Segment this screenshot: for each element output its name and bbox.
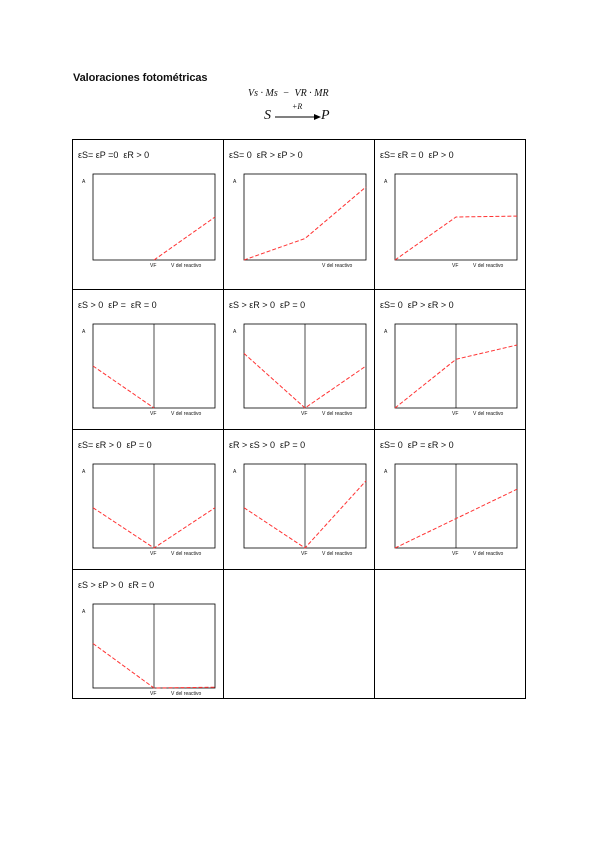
x-axis-label: V del reactivo: [473, 263, 504, 269]
cell-title: εS= εP =0 εR > 0: [78, 150, 150, 160]
y-axis-label: A: [82, 179, 86, 185]
x-axis-label: V del reactivo: [473, 551, 504, 557]
titration-curve: [154, 217, 215, 260]
reaction-substrate: S: [264, 108, 271, 123]
titration-plot: [224, 290, 374, 430]
x-label-vf: VF: [150, 551, 157, 557]
titration-curves-grid: [72, 139, 526, 699]
titration-plot: [224, 140, 374, 280]
cell-title: εS= 0 εR > εP > 0: [229, 150, 303, 160]
y-axis-label: A: [233, 469, 237, 475]
cell-title: εS > εP > 0 εR = 0: [78, 580, 155, 590]
y-axis-label: A: [384, 329, 388, 335]
y-axis-label: A: [233, 179, 237, 185]
x-axis-label: V del reactivo: [171, 691, 202, 697]
empty-cell: [224, 570, 375, 698]
y-axis-label: A: [82, 329, 86, 335]
cell-title: εS= 0 εP > εR > 0: [380, 300, 454, 310]
graph-cell: [375, 430, 525, 570]
titration-plot: [224, 430, 374, 570]
graph-cell: [73, 570, 224, 698]
x-label-vf: VF: [150, 411, 157, 417]
titration-plot: [73, 290, 223, 430]
x-axis-label: V del reactivo: [171, 551, 202, 557]
graph-cell: [224, 290, 375, 430]
titration-plot: [375, 140, 525, 280]
equivalence-equation: Vs · Ms − VR · MR: [248, 88, 329, 99]
page-title: Valoraciones fotométricas: [73, 72, 208, 84]
graph-cell: [73, 430, 224, 570]
cell-title: εS= εR > 0 εP = 0: [78, 440, 152, 450]
titration-plot: [375, 290, 525, 430]
titration-plot: [73, 140, 223, 280]
y-axis-label: A: [82, 609, 86, 615]
titration-plot: [73, 570, 223, 710]
titration-curve: [395, 216, 517, 260]
y-axis-label: A: [384, 179, 388, 185]
x-axis-label: V del reactivo: [322, 551, 353, 557]
x-axis-label: V del reactivo: [322, 411, 353, 417]
cell-title: εR > εS > 0 εP = 0: [229, 440, 306, 450]
x-axis-label: V del reactivo: [171, 411, 202, 417]
graph-cell: [224, 140, 375, 290]
x-axis-label: V del reactivo: [322, 263, 353, 269]
y-axis-label: A: [82, 469, 86, 475]
cell-title: εS= εR = 0 εP > 0: [380, 150, 454, 160]
cell-title: εS= 0 εP = εR > 0: [380, 440, 454, 450]
reaction-product: P: [321, 108, 330, 123]
titration-curve: [93, 366, 154, 408]
reaction-reagent-label: +R: [292, 102, 303, 111]
cell-title: εS > εR > 0 εP = 0: [229, 300, 306, 310]
titration-plot: [375, 430, 525, 570]
x-label-vf: VF: [452, 551, 459, 557]
x-label-vf: VF: [301, 411, 308, 417]
plot-frame: [244, 174, 366, 260]
reaction-arrow-icon: [275, 114, 321, 120]
x-axis-label: V del reactivo: [171, 263, 202, 269]
x-label-vf: VF: [301, 551, 308, 557]
graph-cell: [375, 140, 525, 290]
x-axis-label: V del reactivo: [473, 411, 504, 417]
graph-cell: [224, 430, 375, 570]
x-label-vf: VF: [150, 263, 157, 269]
x-label-vf: VF: [452, 263, 459, 269]
titration-plot: [73, 430, 223, 570]
plot-frame: [93, 174, 215, 260]
x-label-vf: VF: [452, 411, 459, 417]
titration-curve: [244, 187, 366, 260]
y-axis-label: A: [233, 329, 237, 335]
graph-cell: [73, 140, 224, 290]
empty-cell: [375, 570, 525, 698]
x-label-vf: VF: [150, 691, 157, 697]
graph-cell: [73, 290, 224, 430]
graph-cell: [375, 290, 525, 430]
y-axis-label: A: [384, 469, 388, 475]
reaction-scheme: [264, 104, 344, 126]
cell-title: εS > 0 εP = εR = 0: [78, 300, 157, 310]
